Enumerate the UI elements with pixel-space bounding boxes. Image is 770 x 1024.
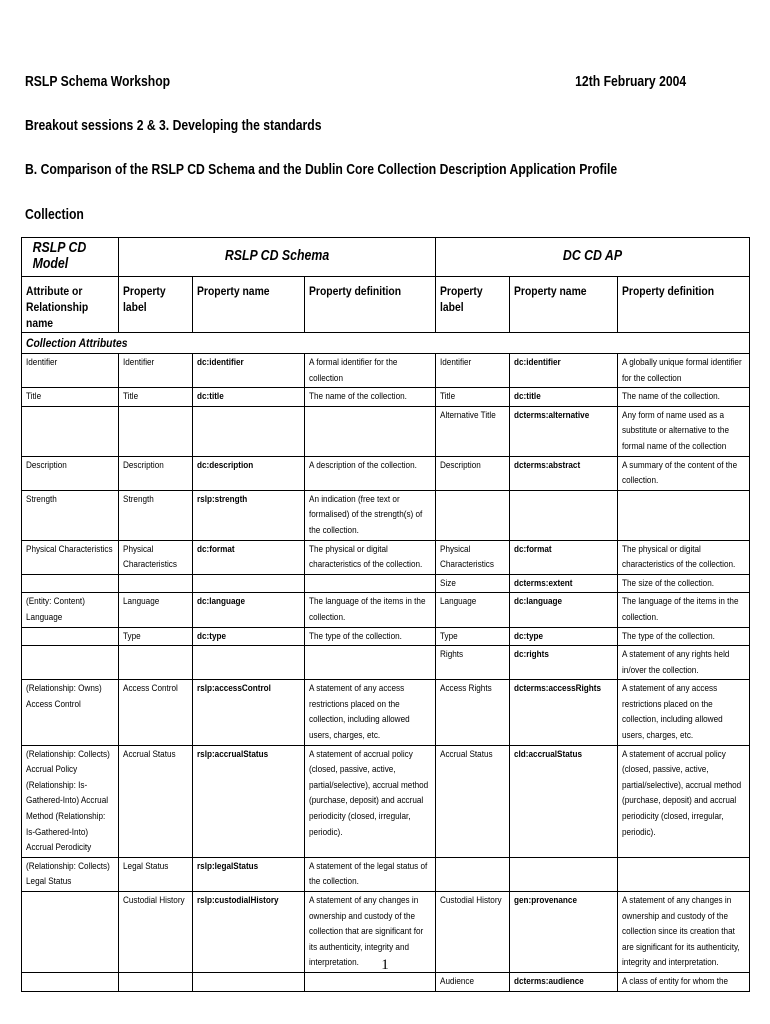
attributes-heading: Collection Attributes bbox=[26, 336, 128, 350]
document-title: RSLP Schema Workshop bbox=[25, 74, 171, 90]
ap-name-text: dc:language bbox=[514, 596, 563, 608]
attribute-cell bbox=[22, 972, 119, 991]
schema-def-text: The language of the items in the collection. bbox=[309, 596, 426, 623]
table-row bbox=[22, 857, 750, 891]
schema-label-text: Language bbox=[123, 596, 160, 608]
schema-def-text: An indication (free text or formalised) of the strength(s) of the collection. bbox=[309, 493, 423, 536]
column-header: Property definition bbox=[618, 277, 750, 333]
schema-label-cell bbox=[119, 540, 193, 574]
ap-name-cell bbox=[510, 574, 618, 593]
ap-label-text: Rights bbox=[440, 649, 464, 661]
schema-name-cell bbox=[193, 857, 305, 891]
schema-label-cell bbox=[119, 857, 193, 891]
attribute-cell bbox=[22, 354, 119, 388]
ap-name-cell bbox=[510, 972, 618, 991]
ap-def-cell bbox=[618, 593, 750, 627]
schema-def-cell bbox=[305, 857, 436, 891]
ap-def-text: A globally unique formal identifier for the collection bbox=[622, 357, 742, 384]
schema-label-text: Physical Characteristics bbox=[123, 543, 177, 571]
ap-label-cell bbox=[436, 593, 510, 627]
schema-label-cell bbox=[119, 388, 193, 407]
ap-label-text: Access Rights bbox=[440, 683, 492, 695]
ap-def-text: Any form of name used as a substitute or alternative to the formal name of the collection bbox=[622, 409, 730, 452]
schema-name-cell bbox=[193, 354, 305, 388]
group-ap-cell bbox=[436, 238, 750, 277]
document-date: 12th February 2004 bbox=[574, 74, 686, 90]
schema-def-cell bbox=[305, 490, 436, 540]
ap-name-cell bbox=[510, 627, 618, 646]
schema-def-text: A statement of accrual policy (closed, passive, active, partial/selective), accrual method (purchase, deposit) and accrual periodicity (closed, irregular, periodic). bbox=[309, 748, 429, 838]
ap-name-text: dcterms:alternative bbox=[514, 409, 590, 421]
schema-name-cell bbox=[193, 745, 305, 857]
schema-label-text: Type bbox=[123, 630, 141, 642]
attribute-text: (Entity: Content) Language bbox=[26, 596, 85, 623]
schema-label-cell bbox=[119, 354, 193, 388]
attribute-text: Strength bbox=[26, 493, 57, 505]
ap-name-cell bbox=[510, 745, 618, 857]
group-ap-label: DC CD AP bbox=[562, 248, 623, 265]
ap-def-cell bbox=[618, 388, 750, 407]
schema-label-cell bbox=[119, 972, 193, 991]
schema-name-cell bbox=[193, 456, 305, 490]
schema-name-cell bbox=[193, 972, 305, 991]
column-header: Property name bbox=[193, 277, 305, 333]
schema-def-cell bbox=[305, 456, 436, 490]
schema-def-cell bbox=[305, 627, 436, 646]
schema-def-cell bbox=[305, 593, 436, 627]
table-row bbox=[22, 745, 750, 857]
ap-name-text: dc:title bbox=[514, 391, 541, 403]
ap-label-cell bbox=[436, 627, 510, 646]
schema-label-cell bbox=[119, 680, 193, 745]
ap-name-cell bbox=[510, 680, 618, 745]
ap-name-text: gen:provenance bbox=[514, 895, 578, 906]
ap-def-cell bbox=[618, 857, 750, 891]
ap-name-text: dc:identifier bbox=[514, 357, 561, 368]
schema-def-text: A formal identifier for the collection bbox=[309, 357, 398, 384]
ap-label-text: Type bbox=[440, 630, 458, 642]
attribute-cell bbox=[22, 593, 119, 627]
attribute-cell bbox=[22, 857, 119, 891]
attribute-cell bbox=[22, 745, 119, 857]
schema-name-cell bbox=[193, 574, 305, 593]
schema-label-text: Title bbox=[123, 391, 139, 403]
ap-name-cell bbox=[510, 857, 618, 891]
schema-name-cell bbox=[193, 646, 305, 680]
ap-def-text: A statement of any changes in ownership and custody of the collection since its creation that are significant for its authenticity, integrity and interpretation. bbox=[622, 895, 740, 969]
column-header: Property label bbox=[119, 277, 193, 333]
schema-def-cell bbox=[305, 680, 436, 745]
ap-name-cell bbox=[510, 388, 618, 407]
schema-name-cell bbox=[193, 680, 305, 745]
schema-def-cell bbox=[305, 540, 436, 574]
attribute-cell bbox=[22, 627, 119, 646]
ap-def-cell bbox=[618, 972, 750, 991]
ap-label-cell bbox=[436, 354, 510, 388]
ap-name-cell bbox=[510, 593, 618, 627]
schema-def-text: A statement of any changes in ownership and custody of the collection that are significant for its authenticity, integrity and interpretation. bbox=[309, 895, 424, 969]
table-row bbox=[22, 388, 750, 407]
attribute-text: (Relationship: Collects) Accrual Policy (Relationship: Is-Gathered-Into) Accrual Method (Relationship: Is-Gathered-Into) Accrual Perodicity bbox=[26, 748, 110, 854]
schema-name-text: dc:title bbox=[197, 391, 224, 403]
schema-name-text: rslp:accessControl bbox=[197, 683, 271, 695]
ap-label-cell bbox=[436, 406, 510, 456]
group-schema-cell bbox=[119, 238, 436, 277]
attribute-cell bbox=[22, 490, 119, 540]
ap-name-text: dc:type bbox=[514, 630, 544, 642]
schema-label-text: Legal Status bbox=[123, 860, 169, 872]
schema-label-cell bbox=[119, 745, 193, 857]
attribute-text: (Relationship: Collects) Legal Status bbox=[26, 860, 110, 888]
ap-name-cell bbox=[510, 354, 618, 388]
ap-label-text: Description bbox=[440, 459, 481, 471]
schema-name-cell bbox=[193, 540, 305, 574]
schema-def-cell bbox=[305, 574, 436, 593]
ap-def-cell bbox=[618, 406, 750, 456]
table-row bbox=[22, 406, 750, 456]
schema-label-cell bbox=[119, 627, 193, 646]
column-header: Property definition bbox=[305, 277, 436, 333]
ap-label-cell bbox=[436, 540, 510, 574]
ap-def-text: The physical or digital characteristics of the collection. bbox=[622, 543, 736, 571]
schema-name-text: rslp:accrualStatus bbox=[197, 748, 269, 760]
column-header: Property label bbox=[436, 277, 510, 333]
ap-label-text: Physical Characteristics bbox=[440, 543, 494, 571]
ap-def-text: The language of the items in the collection. bbox=[622, 596, 739, 623]
schema-name-text: rslp:strength bbox=[197, 493, 248, 505]
schema-label-text: Strength bbox=[123, 493, 154, 505]
table-row bbox=[22, 490, 750, 540]
ap-def-text: A summary of the content of the collection. bbox=[622, 459, 738, 487]
ap-def-cell bbox=[618, 646, 750, 680]
ap-def-text: A statement of accrual policy (closed, passive, active, partial/selective), accrual method (purchase, deposit) and accrual periodicity (closed, irregular, periodic). bbox=[622, 748, 742, 838]
attribute-cell bbox=[22, 680, 119, 745]
schema-label-text: Access Control bbox=[123, 683, 178, 695]
column-header: Property name bbox=[510, 277, 618, 333]
ap-label-text: Size bbox=[440, 577, 456, 589]
schema-label-cell bbox=[119, 593, 193, 627]
page-number: 1 bbox=[381, 957, 389, 973]
attributes-heading-row bbox=[22, 333, 750, 354]
attribute-text: Description bbox=[26, 459, 67, 471]
schema-name-text: dc:language bbox=[197, 596, 246, 608]
attribute-cell bbox=[22, 388, 119, 407]
ap-label-text: Audience bbox=[440, 975, 475, 987]
ap-name-cell bbox=[510, 490, 618, 540]
table-row bbox=[22, 354, 750, 388]
attribute-cell bbox=[22, 456, 119, 490]
ap-label-text: Language bbox=[440, 596, 477, 608]
schema-def-text: The type of the collection. bbox=[309, 630, 402, 642]
schema-name-cell bbox=[193, 388, 305, 407]
ap-def-text: A class of entity for whom the bbox=[622, 975, 729, 987]
schema-label-cell bbox=[119, 574, 193, 593]
ap-label-cell bbox=[436, 972, 510, 991]
ap-def-cell bbox=[618, 745, 750, 857]
group-model-cell bbox=[22, 238, 119, 277]
ap-def-text: The type of the collection. bbox=[622, 630, 715, 642]
schema-label-cell bbox=[119, 456, 193, 490]
schema-def-cell bbox=[305, 646, 436, 680]
attributes-heading-cell bbox=[22, 333, 750, 354]
schema-def-text: A description of the collection. bbox=[309, 459, 417, 471]
ap-def-text: A statement of any rights held in/over the collection. bbox=[622, 649, 730, 676]
ap-def-text: The name of the collection. bbox=[622, 391, 720, 403]
schema-name-text: rslp:custodialHistory bbox=[197, 895, 279, 906]
ap-name-text: dcterms:abstract bbox=[514, 459, 581, 471]
ap-label-cell bbox=[436, 388, 510, 407]
ap-label-text: Identifier bbox=[440, 357, 472, 368]
attribute-text: Title bbox=[26, 391, 42, 403]
ap-def-cell bbox=[618, 680, 750, 745]
ap-name-text: cld:accrualStatus bbox=[514, 748, 583, 760]
schema-name-cell bbox=[193, 593, 305, 627]
schema-label-text: Custodial History bbox=[123, 895, 185, 906]
schema-def-text: A statement of any access restrictions placed on the collection, including allowed users, charges, etc. bbox=[309, 683, 410, 742]
ap-name-text: dc:rights bbox=[514, 649, 549, 661]
ap-name-text: dcterms:extent bbox=[514, 577, 573, 589]
ap-name-cell bbox=[510, 646, 618, 680]
group-header-row bbox=[22, 238, 750, 277]
schema-label-cell bbox=[119, 406, 193, 456]
schema-name-cell bbox=[193, 406, 305, 456]
ap-def-cell bbox=[618, 354, 750, 388]
schema-name-text: rslp:legalStatus bbox=[197, 860, 259, 872]
ap-name-text: dcterms:audience bbox=[514, 975, 584, 987]
table-row bbox=[22, 972, 750, 991]
schema-name-cell bbox=[193, 490, 305, 540]
table-row bbox=[22, 646, 750, 680]
ap-label-text: Accrual Status bbox=[440, 748, 493, 760]
table-row bbox=[22, 456, 750, 490]
ap-def-text: The size of the collection. bbox=[622, 577, 715, 589]
attribute-cell bbox=[22, 646, 119, 680]
schema-def-text: A statement of the legal status of the collection. bbox=[309, 860, 428, 888]
ap-label-text: Custodial History bbox=[440, 895, 502, 906]
ap-def-cell bbox=[618, 574, 750, 593]
attribute-text: Physical Characteristics bbox=[26, 543, 113, 555]
schema-label-cell bbox=[119, 490, 193, 540]
group-schema-label: RSLP CD Schema bbox=[224, 248, 330, 265]
table-row bbox=[22, 627, 750, 646]
schema-name-cell bbox=[193, 627, 305, 646]
attribute-cell bbox=[22, 540, 119, 574]
schema-def-cell bbox=[305, 972, 436, 991]
attribute-cell bbox=[22, 406, 119, 456]
attribute-text: Identifier bbox=[26, 357, 58, 368]
ap-label-cell bbox=[436, 857, 510, 891]
ap-name-cell bbox=[510, 456, 618, 490]
ap-label-cell bbox=[436, 680, 510, 745]
schema-name-text: dc:type bbox=[197, 630, 227, 642]
ap-def-cell bbox=[618, 456, 750, 490]
schema-def-text: The physical or digital characteristics of the collection. bbox=[309, 543, 423, 571]
schema-name-text: dc:description bbox=[197, 459, 254, 471]
schema-name-text: dc:format bbox=[197, 543, 235, 555]
schema-name-text: dc:identifier bbox=[197, 357, 244, 368]
schema-label-text: Identifier bbox=[123, 357, 155, 368]
ap-label-text: Alternative Title bbox=[440, 409, 496, 421]
column-header-row bbox=[22, 277, 750, 333]
group-model-label: RSLP CD Model bbox=[32, 240, 87, 272]
ap-label-cell bbox=[436, 574, 510, 593]
table-row bbox=[22, 574, 750, 593]
table-row bbox=[22, 593, 750, 627]
ap-name-cell bbox=[510, 540, 618, 574]
section-heading: Collection bbox=[25, 207, 84, 223]
ap-label-cell bbox=[436, 456, 510, 490]
schema-label-cell bbox=[119, 646, 193, 680]
table-row bbox=[22, 540, 750, 574]
column-header: Attribute or Relationship name bbox=[22, 277, 119, 333]
ap-label-cell bbox=[436, 646, 510, 680]
ap-name-text: dcterms:accessRights bbox=[514, 683, 602, 695]
comparison-subtitle: B. Comparison of the RSLP CD Schema and the Dublin Core Collection Description Application Profile bbox=[25, 162, 618, 178]
ap-label-cell bbox=[436, 745, 510, 857]
attribute-text: (Relationship: Owns) Access Control bbox=[26, 683, 102, 710]
ap-name-text: dc:format bbox=[514, 543, 552, 555]
ap-name-cell bbox=[510, 406, 618, 456]
ap-def-cell bbox=[618, 627, 750, 646]
ap-label-text: Title bbox=[440, 391, 456, 403]
attribute-cell bbox=[22, 574, 119, 593]
ap-def-cell bbox=[618, 540, 750, 574]
schema-def-cell bbox=[305, 406, 436, 456]
ap-label-cell bbox=[436, 490, 510, 540]
ap-def-text: A statement of any access restrictions placed on the collection, including allowed users, charges, etc. bbox=[622, 683, 723, 742]
schema-label-text: Description bbox=[123, 459, 164, 471]
schema-def-cell bbox=[305, 745, 436, 857]
ap-def-cell bbox=[618, 490, 750, 540]
schema-def-text: The name of the collection. bbox=[309, 391, 407, 403]
comparison-table bbox=[21, 237, 750, 992]
schema-def-cell bbox=[305, 388, 436, 407]
schema-label-text: Accrual Status bbox=[123, 748, 176, 760]
table-row bbox=[22, 680, 750, 745]
breakout-subtitle: Breakout sessions 2 & 3. Developing the standards bbox=[25, 118, 322, 134]
schema-def-cell bbox=[305, 354, 436, 388]
